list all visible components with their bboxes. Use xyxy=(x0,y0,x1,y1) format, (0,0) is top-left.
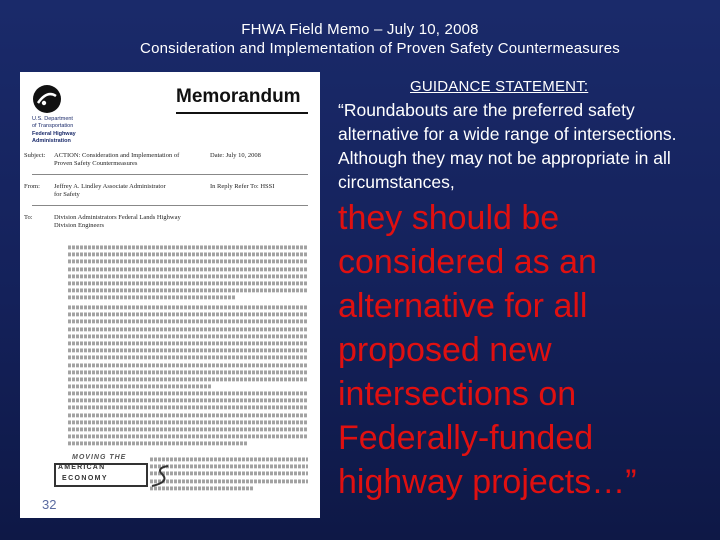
moving-the-american-economy-logo: MOVING THE AMERICAN ECONOMY xyxy=(54,454,169,488)
to-field xyxy=(24,214,314,232)
guidance-statement-label: GUIDANCE STATEMENT: xyxy=(410,78,589,95)
guidance-statement-text: “Roundabouts are the preferred safety alternative for a wide range of intersections. Although they may not be appropriate in all circumstances, xyxy=(338,100,677,192)
divider xyxy=(32,174,308,175)
from-label: From: xyxy=(24,183,40,190)
swoosh-icon xyxy=(150,464,172,488)
date-value: Date: July 10, 2008 xyxy=(210,152,261,159)
memo-body-paragraph-1 xyxy=(68,244,308,302)
memo-document-image xyxy=(20,72,320,518)
divider xyxy=(32,205,308,206)
agency-name: U.S. Department of Transportation Federal Highway Administration xyxy=(32,116,76,144)
memo-heading-rule xyxy=(176,112,308,114)
slide-title-line1: FHWA Field Memo – July 10, 2008 xyxy=(241,21,479,38)
memo-body-paragraph-3 xyxy=(68,390,308,448)
slide-title-line2: Consideration and Implementation of Proven Safety Countermeasures xyxy=(140,40,620,57)
to-label: To: xyxy=(24,214,33,221)
memo-body-paragraph-2 xyxy=(68,304,308,390)
memo-heading: Memorandum xyxy=(176,86,301,107)
subject-field xyxy=(24,152,314,170)
subject-label: Subject: xyxy=(24,152,46,159)
from-value: Jeffrey A. Lindley Associate Administrator for Safety xyxy=(54,183,166,198)
dot-logo-icon xyxy=(32,84,62,114)
to-value: Division Administrators Federal Lands Highway Division Engineers xyxy=(54,214,181,229)
guidance-statement-highlight: they should be considered as an alternative for all proposed new intersections on Federally-funded highway projects…” xyxy=(338,199,637,501)
reply-value: In Reply Refer To: HSSI xyxy=(210,183,275,190)
page-number: 32 xyxy=(42,497,57,512)
memo-body-paragraph-3-continued xyxy=(150,456,308,492)
subject-value: ACTION: Consideration and Implementation of Proven Safety Countermeasures xyxy=(54,152,180,167)
from-field xyxy=(24,183,314,201)
